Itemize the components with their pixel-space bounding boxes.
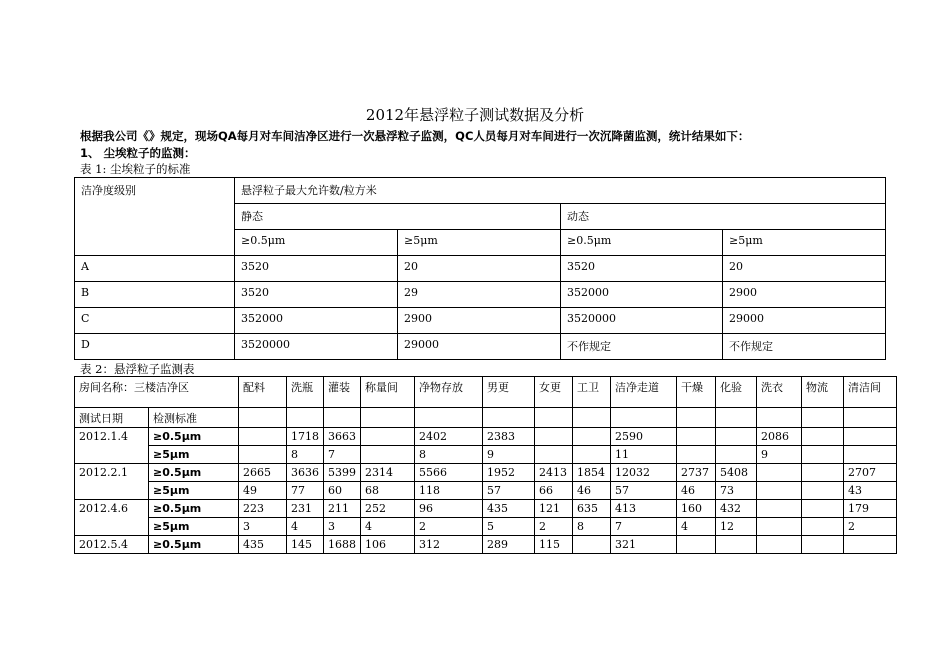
value-cell: 2900	[398, 308, 561, 334]
grade-cell: A	[75, 256, 235, 282]
value-cell: 3520	[235, 256, 398, 282]
value-cell: 289	[483, 536, 535, 554]
value-cell: 9	[483, 446, 535, 464]
empty-cell	[361, 408, 415, 428]
table2-caption: 表 2：悬浮粒子监测表	[80, 362, 195, 376]
value-cell: 5	[483, 518, 535, 536]
standard-cell: ≥0.5μm	[149, 464, 239, 482]
grade-cell: C	[75, 308, 235, 334]
value-cell: 29000	[723, 308, 886, 334]
value-cell	[757, 500, 802, 518]
value-cell	[802, 464, 844, 482]
value-cell	[716, 536, 757, 554]
value-cell: 5566	[415, 464, 483, 482]
value-cell: 29	[398, 282, 561, 308]
value-cell: 12032	[611, 464, 677, 482]
value-cell: 1718	[287, 428, 324, 446]
table-row	[75, 518, 897, 536]
value-cell: 2	[535, 518, 573, 536]
table-row	[75, 308, 886, 334]
value-cell	[677, 446, 716, 464]
value-cell: 3520000	[561, 308, 723, 334]
value-cell: 1688	[324, 536, 361, 554]
size-header: ≥5μm	[398, 230, 561, 256]
value-cell	[361, 428, 415, 446]
value-cell	[802, 446, 844, 464]
value-cell: 106	[361, 536, 415, 554]
value-cell: 4	[287, 518, 324, 536]
value-cell: 211	[324, 500, 361, 518]
empty-cell	[844, 408, 897, 428]
empty-cell	[535, 408, 573, 428]
value-cell: 3	[239, 518, 287, 536]
header-dynamic: 动态	[561, 204, 886, 230]
size-header: ≥5μm	[723, 230, 886, 256]
value-cell: 435	[239, 536, 287, 554]
value-cell: 7	[611, 518, 677, 536]
table-row	[75, 334, 886, 360]
room-header: 称量间	[361, 377, 415, 408]
value-cell: 2707	[844, 464, 897, 482]
value-cell: 8	[415, 446, 483, 464]
value-cell: 5399	[324, 464, 361, 482]
standard-cell: ≥5μm	[149, 446, 239, 464]
size-header: ≥0.5μm	[561, 230, 723, 256]
value-cell: 2	[415, 518, 483, 536]
empty-cell	[757, 408, 802, 428]
empty-cell	[483, 408, 535, 428]
table1-caption: 表 1: 尘埃粒子的标准	[80, 162, 191, 176]
value-cell: 2383	[483, 428, 535, 446]
value-cell: 43	[844, 482, 897, 500]
value-cell: 223	[239, 500, 287, 518]
header-static: 静态	[235, 204, 561, 230]
value-cell: 121	[535, 500, 573, 518]
value-cell: 4	[361, 518, 415, 536]
value-cell	[677, 536, 716, 554]
standard-cell: ≥0.5μm	[149, 428, 239, 446]
value-cell: 96	[415, 500, 483, 518]
value-cell: 20	[723, 256, 886, 282]
value-cell: 432	[716, 500, 757, 518]
table-row	[75, 282, 886, 308]
value-cell: 29000	[398, 334, 561, 360]
value-cell	[757, 464, 802, 482]
standard-cell: ≥0.5μm	[149, 500, 239, 518]
room-header: 净物存放	[415, 377, 483, 408]
value-cell: 635	[573, 500, 611, 518]
value-cell: 不作规定	[561, 334, 723, 360]
label-row	[75, 408, 897, 428]
value-cell: 20	[398, 256, 561, 282]
value-cell: 49	[239, 482, 287, 500]
value-cell: 145	[287, 536, 324, 554]
value-cell	[573, 536, 611, 554]
empty-cell	[677, 408, 716, 428]
room-label: 房间名称：三楼洁净区	[75, 377, 239, 408]
value-cell: 8	[287, 446, 324, 464]
value-cell: 435	[483, 500, 535, 518]
value-cell: 413	[611, 500, 677, 518]
table-row	[75, 482, 897, 500]
room-header: 物流	[802, 377, 844, 408]
value-cell	[239, 428, 287, 446]
value-cell	[844, 428, 897, 446]
date-cell: 2012.2.1	[75, 464, 149, 500]
value-cell: 118	[415, 482, 483, 500]
value-cell: 57	[611, 482, 677, 500]
empty-cell	[573, 408, 611, 428]
value-cell: 3663	[324, 428, 361, 446]
room-header: 工卫	[573, 377, 611, 408]
value-cell: 不作规定	[723, 334, 886, 360]
empty-cell	[239, 408, 287, 428]
value-cell: 3636	[287, 464, 324, 482]
value-cell	[802, 518, 844, 536]
value-cell	[757, 482, 802, 500]
value-cell: 252	[361, 500, 415, 518]
value-cell	[239, 446, 287, 464]
value-cell: 312	[415, 536, 483, 554]
value-cell	[844, 446, 897, 464]
room-header: 配料	[239, 377, 287, 408]
standard-cell: ≥5μm	[149, 482, 239, 500]
value-cell: 5408	[716, 464, 757, 482]
value-cell	[535, 428, 573, 446]
value-cell	[361, 446, 415, 464]
value-cell	[573, 446, 611, 464]
value-cell: 1854	[573, 464, 611, 482]
value-cell: 60	[324, 482, 361, 500]
room-header: 洁净走道	[611, 377, 677, 408]
value-cell: 7	[324, 446, 361, 464]
value-cell	[802, 428, 844, 446]
value-cell: 12	[716, 518, 757, 536]
value-cell: 3	[324, 518, 361, 536]
value-cell	[802, 500, 844, 518]
value-cell: 77	[287, 482, 324, 500]
section-heading: 1、 尘埃粒子的监测：	[80, 146, 196, 160]
value-cell: 3520000	[235, 334, 398, 360]
standard-cell: ≥5μm	[149, 518, 239, 536]
value-cell	[535, 446, 573, 464]
page-title: 2012年悬浮粒子测试数据及分析	[365, 106, 585, 124]
empty-cell	[287, 408, 324, 428]
value-cell: 46	[573, 482, 611, 500]
value-cell	[844, 536, 897, 554]
value-cell: 46	[677, 482, 716, 500]
value-cell: 179	[844, 500, 897, 518]
room-header: 灌装	[324, 377, 361, 408]
value-cell: 321	[611, 536, 677, 554]
value-cell: 231	[287, 500, 324, 518]
empty-cell	[802, 408, 844, 428]
value-cell	[677, 428, 716, 446]
standard-cell: ≥0.5μm	[149, 536, 239, 554]
value-cell: 66	[535, 482, 573, 500]
value-cell: 4	[677, 518, 716, 536]
value-cell: 3520	[235, 282, 398, 308]
room-header: 化验	[716, 377, 757, 408]
value-cell: 2	[844, 518, 897, 536]
value-cell: 2413	[535, 464, 573, 482]
value-cell: 11	[611, 446, 677, 464]
room-header: 洗衣	[757, 377, 802, 408]
intro-paragraph: 根据我公司《》规定，现场QA每月对车间洁净区进行一次悬浮粒子监测，QC人员每月对车间进行一次沉降菌监测，统计结果如下：	[80, 129, 750, 143]
value-cell: 8	[573, 518, 611, 536]
room-header: 干燥	[677, 377, 716, 408]
table-row	[75, 446, 897, 464]
value-cell: 2086	[757, 428, 802, 446]
value-cell: 160	[677, 500, 716, 518]
table-row	[75, 500, 897, 518]
value-cell: 2900	[723, 282, 886, 308]
empty-cell	[611, 408, 677, 428]
standard-label: 检测标准	[149, 408, 239, 428]
date-cell: 2012.1.4	[75, 428, 149, 464]
date-label: 测试日期	[75, 408, 149, 428]
room-header: 洗瓶	[287, 377, 324, 408]
grade-cell: D	[75, 334, 235, 360]
value-cell: 2590	[611, 428, 677, 446]
table-row	[75, 256, 886, 282]
value-cell: 2314	[361, 464, 415, 482]
room-header-row	[75, 377, 897, 408]
value-cell	[716, 428, 757, 446]
value-cell	[757, 518, 802, 536]
value-cell: 2737	[677, 464, 716, 482]
value-cell: 1952	[483, 464, 535, 482]
value-cell	[757, 536, 802, 554]
header-grade: 洁净度级别	[75, 178, 235, 256]
table-row	[75, 464, 897, 482]
room-header: 女更	[535, 377, 573, 408]
date-cell: 2012.5.4	[75, 536, 149, 554]
date-cell: 2012.4.6	[75, 500, 149, 536]
room-header: 清洁间	[844, 377, 897, 408]
particle-monitoring-table	[74, 376, 897, 554]
value-cell: 57	[483, 482, 535, 500]
size-header: ≥0.5μm	[235, 230, 398, 256]
table-row	[75, 536, 897, 554]
value-cell	[716, 446, 757, 464]
value-cell: 68	[361, 482, 415, 500]
empty-cell	[324, 408, 361, 428]
value-cell: 352000	[561, 282, 723, 308]
value-cell: 73	[716, 482, 757, 500]
room-header: 男更	[483, 377, 535, 408]
empty-cell	[716, 408, 757, 428]
value-cell: 2665	[239, 464, 287, 482]
value-cell: 2402	[415, 428, 483, 446]
value-cell: 352000	[235, 308, 398, 334]
grade-cell: B	[75, 282, 235, 308]
header-max-count: 悬浮粒子最大允许数/粒方米	[235, 178, 886, 204]
value-cell: 3520	[561, 256, 723, 282]
value-cell	[802, 536, 844, 554]
empty-cell	[415, 408, 483, 428]
value-cell: 115	[535, 536, 573, 554]
value-cell	[573, 428, 611, 446]
particle-standard-table	[74, 177, 886, 360]
value-cell	[802, 482, 844, 500]
value-cell: 9	[757, 446, 802, 464]
table-row	[75, 428, 897, 446]
